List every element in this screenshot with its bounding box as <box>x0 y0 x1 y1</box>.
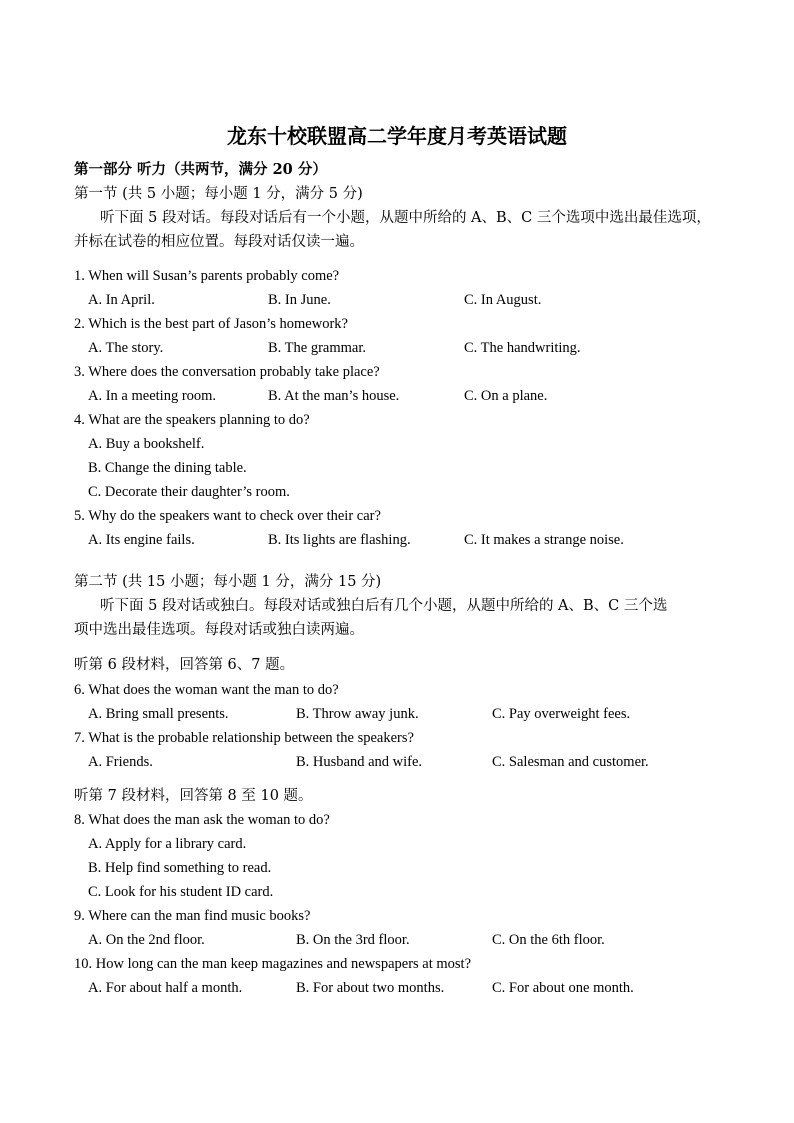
question-9-option-c: C. On the 6th floor. <box>492 932 605 948</box>
question-2-option-a: A. The story. <box>88 340 164 356</box>
question-3-option-b: B. At the man’s house. <box>268 388 400 404</box>
question-9-option-a: A. On the 2nd floor. <box>88 932 205 948</box>
question-6-option-a: A. Bring small presents. <box>88 706 229 722</box>
section2-heading: 第二节 (共 15 小题；每小题 1 分，满分 15 分) <box>74 574 382 590</box>
question-9-stem: 9. Where can the man find music books? <box>74 908 311 924</box>
question-8-stem: 8. What does the man ask the woman to do? <box>74 812 330 828</box>
question-4-stem: 4. What are the speakers planning to do? <box>74 412 310 428</box>
question-2-option-c: C. The handwriting. <box>464 340 581 356</box>
question-6-option-b: B. Throw away junk. <box>296 706 419 722</box>
question-2-option-b: B. The grammar. <box>268 340 366 356</box>
question-7-stem: 7. What is the probable relationship between the speakers? <box>74 730 414 746</box>
question-3-option-c: C. On a plane. <box>464 388 548 404</box>
question-1-option-c: C. In August. <box>464 292 542 308</box>
question-5-option-a: A. Its engine fails. <box>88 532 195 548</box>
question-2-stem: 2. Which is the best part of Jason’s homework? <box>74 316 348 332</box>
section2-instruction-line2: 项中选出最佳选项。每段对话或独白读两遍。 <box>74 622 364 638</box>
question-7-option-a: A. Friends. <box>88 754 153 770</box>
question-5-option-c: C. It makes a strange noise. <box>464 532 624 548</box>
question-3-stem: 3. Where does the conversation probably take place? <box>74 364 380 380</box>
page-title: 龙东十校联盟高二学年度月考英语试题 <box>227 124 567 148</box>
section1-instruction-line2: 并标在试卷的相应位置。每段对话仅读一遍。 <box>74 234 364 250</box>
question-6-stem: 6. What does the woman want the man to do? <box>74 682 339 698</box>
question-8-option-c: C. Look for his student ID card. <box>88 884 274 900</box>
question-7-option-b: B. Husband and wife. <box>296 754 423 770</box>
question-10-option-b: B. For about two months. <box>296 980 445 996</box>
question-3-option-a: A. In a meeting room. <box>88 388 217 404</box>
section1-instruction-line1: 听下面 5 段对话。每段对话后有一个小题，从题中所给的 A、B、C 三个选项中选出最佳选项， <box>100 210 711 226</box>
question-1-option-a: A. In April. <box>88 292 155 308</box>
question-1-option-b: B. In June. <box>268 292 331 308</box>
question-5-stem: 5. Why do the speakers want to check over their car? <box>74 508 381 524</box>
material-6-instruction: 听第 6 段材料，回答第 6、7 题。 <box>74 657 295 673</box>
section1-heading: 第一节 (共 5 小题；每小题 1 分，满分 5 分) <box>74 186 363 202</box>
question-10-stem: 10. How long can the man keep magazines and newspapers at most? <box>74 956 472 972</box>
question-6-option-c: C. Pay overweight fees. <box>492 706 631 722</box>
question-7-option-c: C. Salesman and customer. <box>492 754 649 770</box>
question-8-option-b: B. Help find something to read. <box>88 860 272 876</box>
question-5-option-b: B. Its lights are flashing. <box>268 532 411 548</box>
question-4-option-a: A. Buy a bookshelf. <box>88 436 205 452</box>
question-1-stem: 1. When will Susan’s parents probably come? <box>74 268 340 284</box>
question-10-option-a: A. For about half a month. <box>88 980 243 996</box>
question-9-option-b: B. On the 3rd floor. <box>296 932 410 948</box>
question-4-option-c: C. Decorate their daughter’s room. <box>88 484 290 500</box>
question-8-option-a: A. Apply for a library card. <box>88 836 247 852</box>
section2-instruction-line1: 听下面 5 段对话或独白。每段对话或独白后有几个小题，从题中所给的 A、B、C 三个选 <box>100 598 668 614</box>
part1-heading: 第一部分 听力（共两节，满分 20 分） <box>74 161 327 178</box>
material-7-instruction: 听第 7 段材料，回答第 8 至 10 题。 <box>74 788 313 804</box>
question-10-option-c: C. For about one month. <box>492 980 634 996</box>
question-4-option-b: B. Change the dining table. <box>88 460 247 476</box>
